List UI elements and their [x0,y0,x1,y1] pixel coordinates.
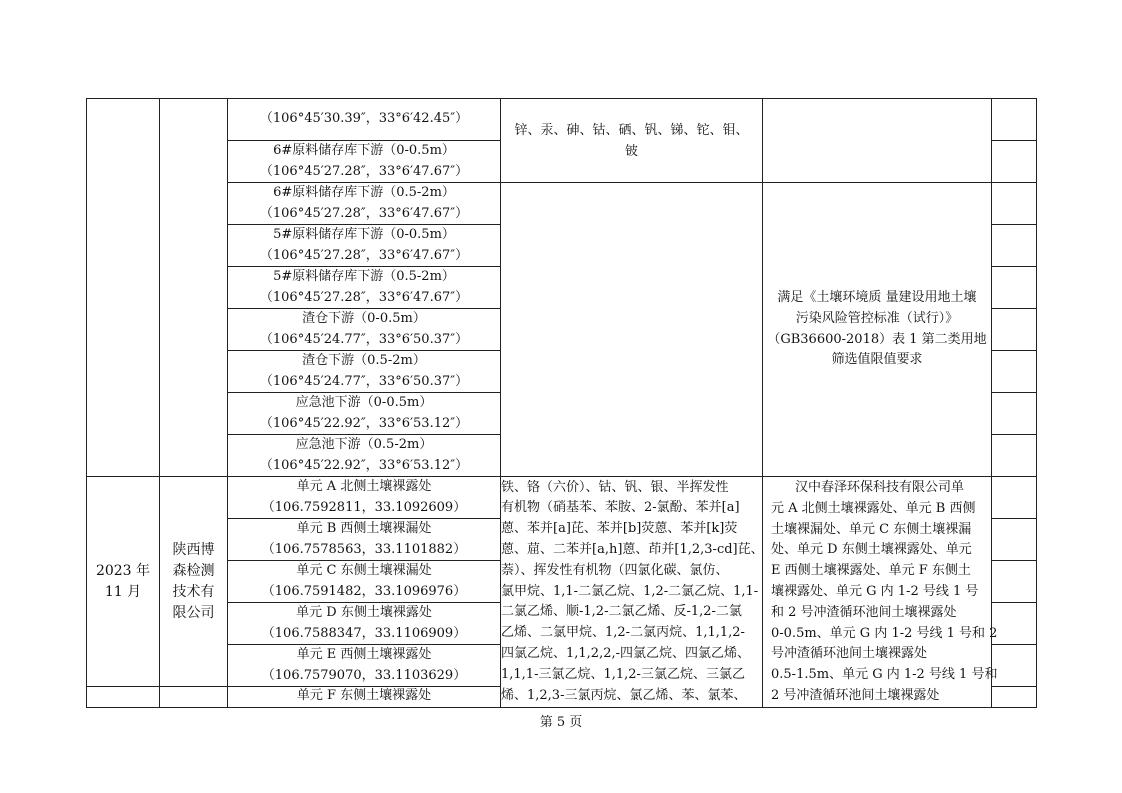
test-items: 铁、铬（六价）、钴、钒、银、半挥发性 有机物（硝基苯、苯胺、2-氯酚、苯并[a] 蒽、苯并[a]芘、苯并[b]荧蒽、苯并[k]荧 蒽、䓛、二苯并[a,h]蒽、茚并[1,2,3-cd]芘、 萘）、挥发性有机物（四氯化碳、氯仿、 氯甲烷、1,1-二氯乙烷、1,2-二氯乙烷、1,1- 二氯乙烯、顺-1,2-二氯乙烯、反-1,2-二氯 乙烯、二氯甲烷、1,2-二氯丙烷、1,1,1,2- 四氯乙烷、1,1,2,2,-四氯乙烷、四氯乙烯、 1,1,1-三氯乙烷、1,1,2-三氯乙烷、三氯乙 烯、1,2,3-三氯丙烷、氯乙烯、苯、氯苯、 [501,477,763,708]
org-cell-empty [160,687,228,708]
standard-requirement: 满足《土壤环境质 量建设用地土壤 污染风险管控标准（试行）》 （GB36600-2018）表 1 第二类用地 筛选值限值要求 [763,183,992,477]
testing-organization: 陕西博 森检测 技术有 限公司 [160,477,228,687]
sample-location: 6#原料储存库下游（0-0.5m） （106°45′27.28″，33°6′47.67″） [228,141,501,183]
remark-cell [992,393,1037,435]
sample-location: 单元 A 北侧土壤裸露处 （106.7592811，33.1092609） [228,477,501,519]
date-cell-empty [87,99,160,477]
remark-cell [992,309,1037,351]
org-cell-empty [160,99,228,477]
table-row [87,99,1037,141]
remark-cell [992,687,1037,708]
sample-location: 6#原料储存库下游（0.5-2m） （106°45′27.28″，33°6′47.67″） [228,183,501,225]
sample-location: 单元 F 东侧土壤裸露处 [228,687,501,708]
sample-location: 单元 B 西侧土壤裸漏处 （106.7578563，33.1101882） [228,519,501,561]
sample-location: 渣仓下游（0.5-2m） （106°45′24.77″，33°6′50.37″） [228,351,501,393]
remark-cell [992,267,1037,309]
remark-cell [992,141,1037,183]
sample-location: 单元 C 东侧土壤裸漏处 （106.7591482，33.1096976） [228,561,501,603]
remark-cell [992,99,1037,141]
remark-cell [992,351,1037,393]
sample-location: （106°45′30.39″，33°6′42.45″） [228,99,501,141]
sample-location: 5#原料储存库下游（0.5-2m） （106°45′27.28″，33°6′47.67″） [228,267,501,309]
monitoring-table [86,98,1037,708]
remark-cell [992,645,1037,687]
sample-location: 单元 E 西侧土壤裸露处 （106.7579070，33.1103629） [228,645,501,687]
remark-cell [992,225,1037,267]
remark-cell [992,561,1037,603]
sample-location: 5#原料储存库下游（0-0.5m） （106°45′27.28″，33°6′47.67″） [228,225,501,267]
sample-location: 单元 D 东侧土壤裸露处 （106.7588347，33.1106909） [228,603,501,645]
table-row [87,477,1037,519]
remark-cell [992,519,1037,561]
remark-cell [992,603,1037,645]
page-number: 第 5 页 [539,715,583,730]
sample-location: 应急池下游（0.5-2m） （106°45′22.92″，33°6′53.12″） [228,435,501,477]
monitoring-date: 2023 年 11 月 [87,477,160,687]
table-row [87,183,1037,225]
test-items: 锌、汞、砷、钴、硒、钒、锑、铊、钼、 铍 [501,99,763,183]
remark-cell [992,435,1037,477]
date-cell-empty [87,687,160,708]
remark-cell [992,183,1037,225]
remark-cell [992,477,1037,519]
sample-location: 渣仓下游（0-0.5m） （106°45′24.77″，33°6′50.37″） [228,309,501,351]
sample-location: 应急池下游（0-0.5m） （106°45′22.92″，33°6′53.12″） [228,393,501,435]
standard-cell-empty [763,99,992,183]
test-items-continued [501,183,763,477]
sampling-description: 汉中春泽环保科技有限公司单 元 A 北侧土壤裸露处、单元 B 西侧 土壤裸漏处、单元 C 东侧土壤裸漏 处、单元 D 东侧土壤裸露处、单元 E 西侧土壤裸露处、单元 F 东侧土 壤裸露处、单元 G 内 1-2 号线 1 号 和 2 号冲渣循环池间土壤裸露处 0-0.5m、单元 G 内 1-2 号线 1 号和 2 号冲渣循环池间土壤裸露处 0.5-1.5m、单元 G 内 1-2 号线 1 号和 2 号冲渣循环池间土壤裸露处 [763,477,992,708]
